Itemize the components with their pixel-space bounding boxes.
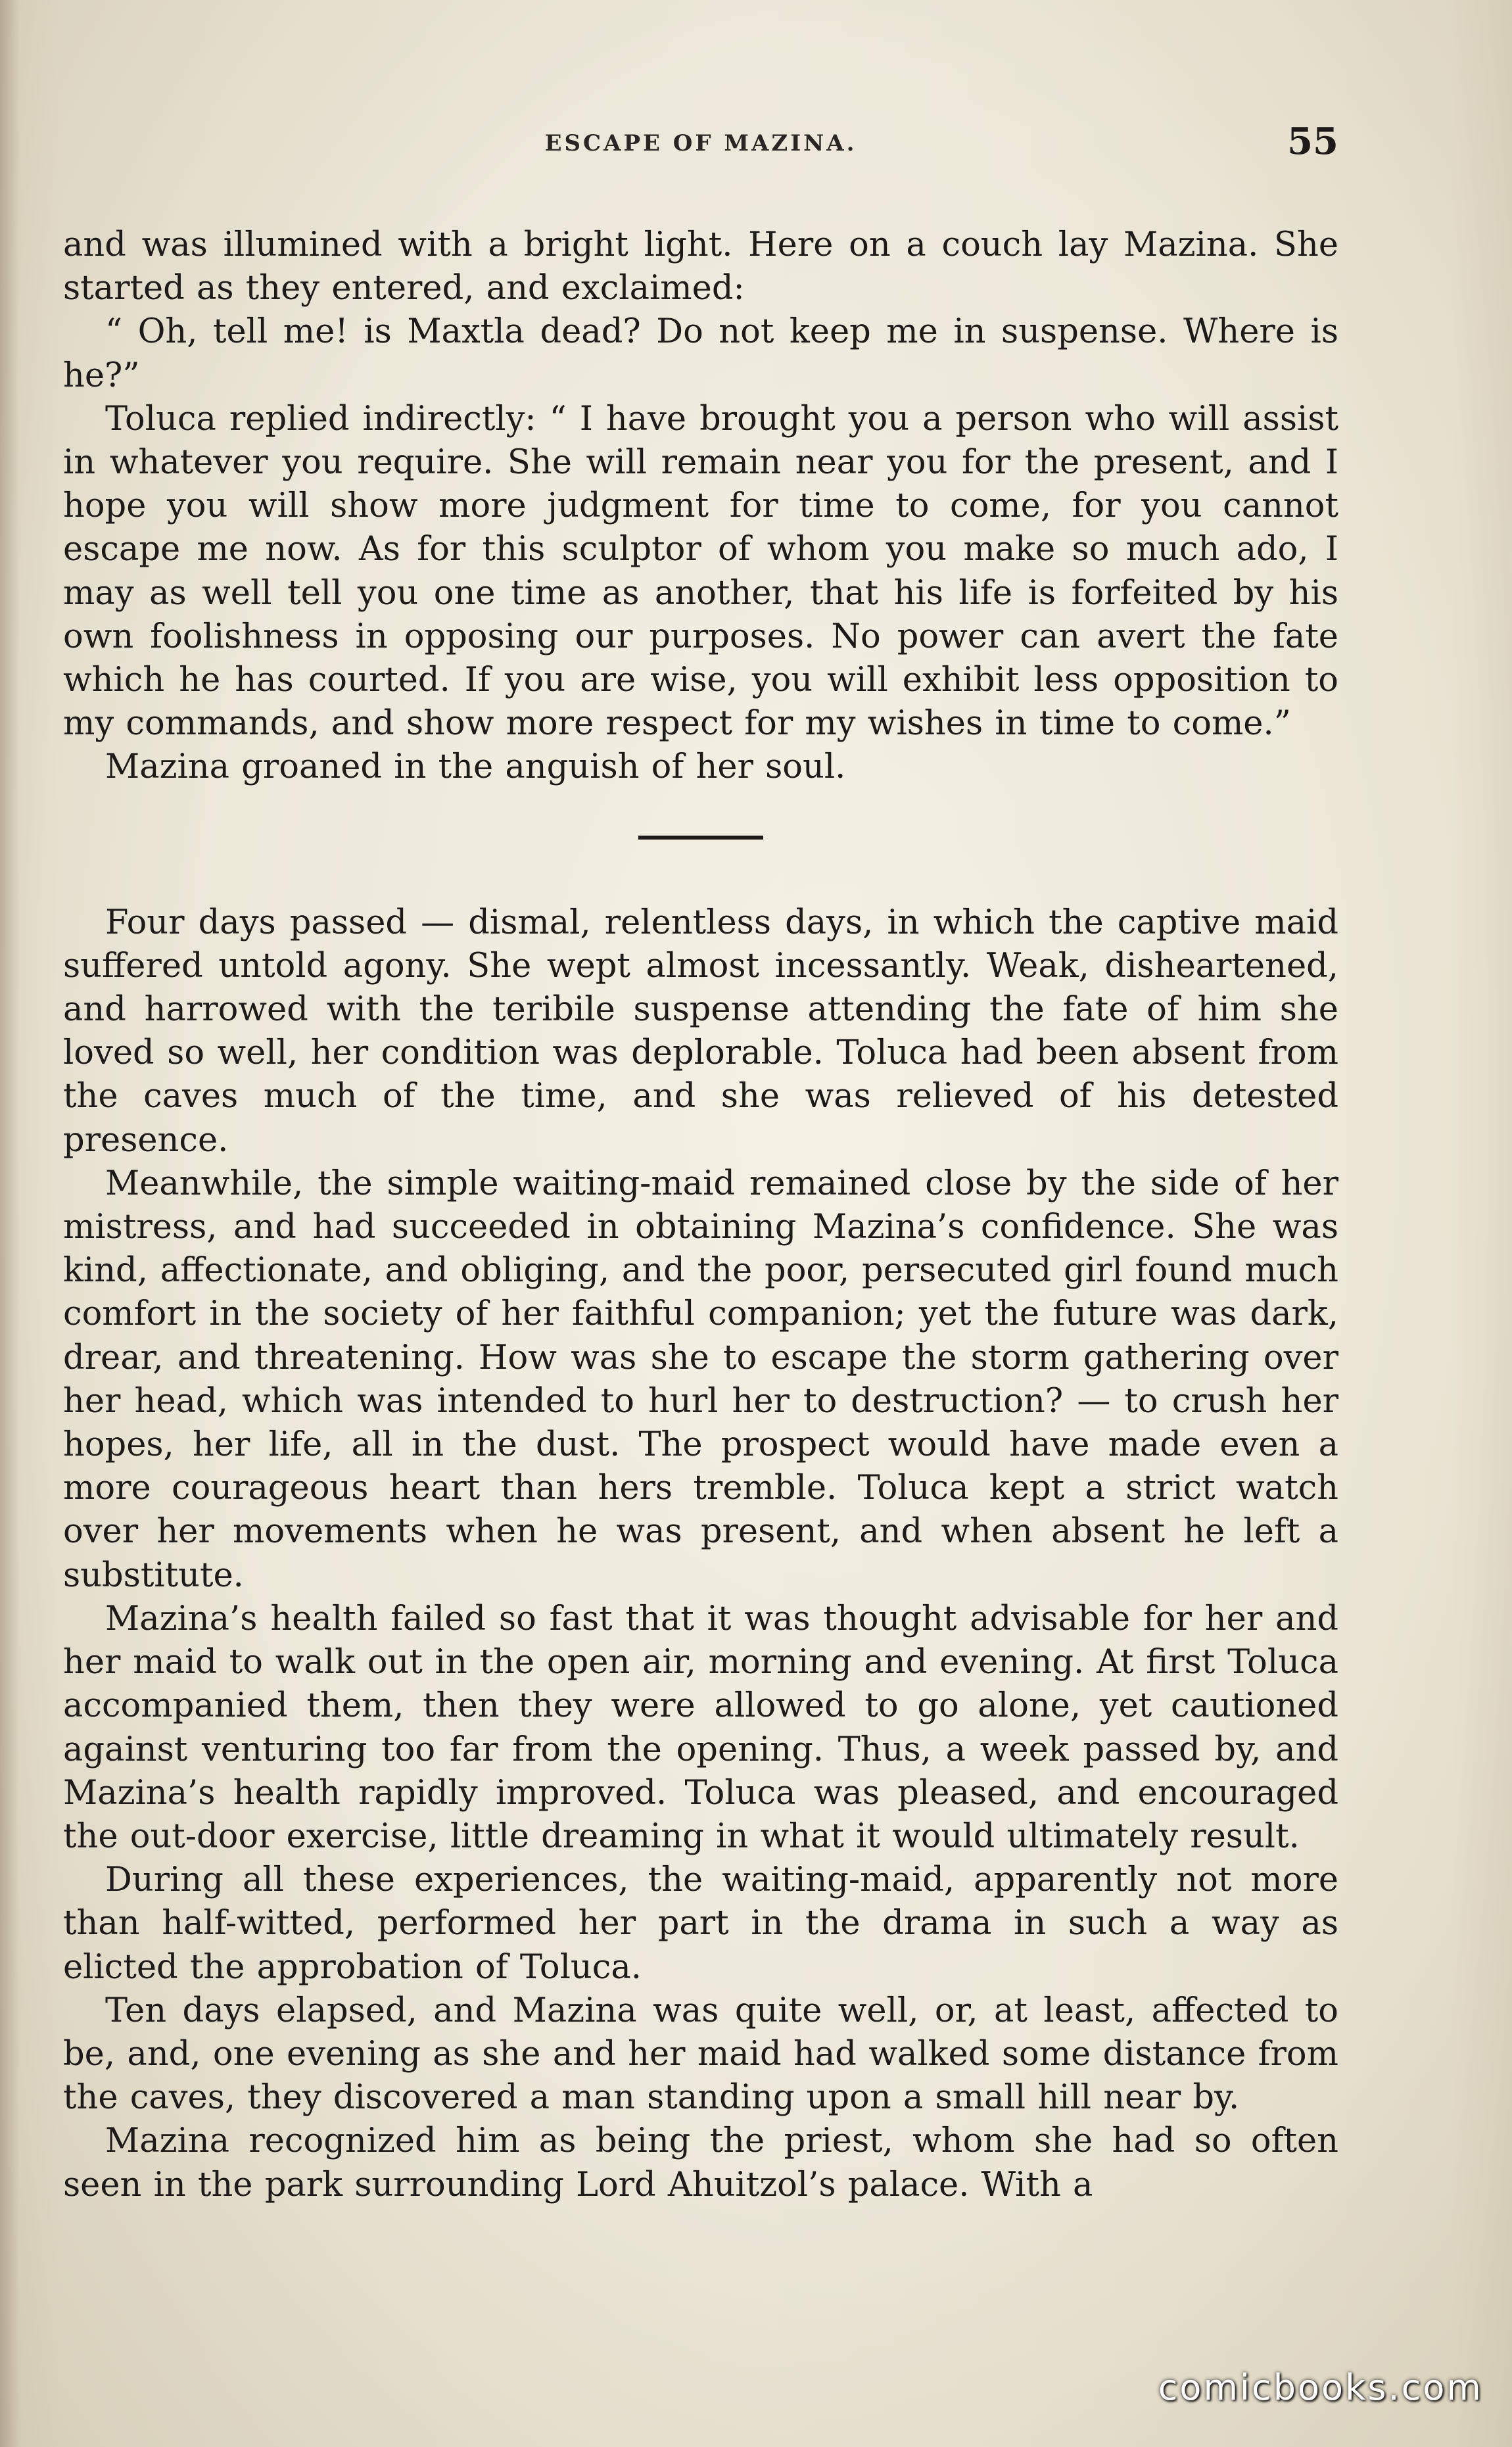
paragraph: and was illumined with a bright light. Here on a couch lay Mazina. She started as they entered, and exclaimed:: [63, 226, 1338, 308]
page-number: 55: [1287, 120, 1338, 163]
paragraph: Ten days elapsed, and Mazina was quite well, or, at least, affected to be, and, one evening as she and her maid had walked some distance from the caves, they discovered a man standing upon a small hill near by.: [63, 1991, 1338, 2118]
paragraph: Mazina groaned in the anguish of her soul.: [105, 748, 846, 787]
paragraph: Meanwhile, the simple waiting-maid remained close by the side of her mistress, and had succeeded in obtaining Mazina’s confidence. She was kind, affectionate, and obliging, and the poor, persecuted girl found much comfort in the society of her faithful companion; yet the future was dark, drear, and threatening. How was she to escape the storm gathering over her head, which was intended to hurl her to destruction? — to crush her hopes, her life, all in the dust. The prospect would have made even a more courageous heart than hers tremble. Toluca kept a strict watch over her movements when he was present, and when absent he left a substitute.: [63, 1164, 1338, 1595]
paragraph: During all these experiences, the waiting-maid, apparently not more than half-witted, performed her part in the drama in such a way as elicted the approbation of Toluca.: [63, 1861, 1338, 1987]
running-title: ESCAPE OF MAZINA.: [544, 130, 857, 156]
paragraph: “ Oh, tell me! is Maxtla dead? Do not keep me in suspense. Where is he?”: [63, 312, 1338, 395]
page-header: [63, 117, 1338, 176]
paragraph: Mazina’s health failed so fast that it was thought advisable for her and her maid to walk out in the open air, morning and evening. At first Toluca accompanied them, then they were allowed to go alone, yet cautioned against venturing too far from the opening. Thus, a week passed by, and Mazina’s health rapidly improved. Toluca was pleased, and encouraged the out-door exercise, little dreaming in what it would ultimately result.: [63, 1599, 1338, 1856]
section-divider: [638, 836, 763, 840]
watermark: comicbooks.com: [1158, 2367, 1483, 2408]
paragraph: Mazina recognized him as being the priest, whom she had so often seen in the park surrounding Lord Ahuitzol’s palace. With a: [63, 2122, 1338, 2204]
body-text: [63, 224, 1338, 2207]
paragraph: Four days passed — dismal, relentless days, in which the captive maid suffered untold agony. She wept almost incessantly. Weak, disheartened, and harrowed with the teribile suspense attending the fate of him she loved so well, her condition was deplorable. Toluca had been absent from the caves much of the time, and she was relieved of his detested presence.: [63, 903, 1338, 1160]
paragraph: Toluca replied indirectly: “ I have brought you a person who will assist in whatever you require. She will remain near you for the present, and I hope you will show more judgment for time to come, for you cannot escape me now. As for this sculptor of whom you make so much ado, I may as well tell you one time as another, that his life is forfeited by his own foolishness in opposing our purposes. No power can avert the fate which he has courted. If you are wise, you will exhibit less opposition to my commands, and show more respect for my wishes in time to come.”: [63, 399, 1338, 744]
